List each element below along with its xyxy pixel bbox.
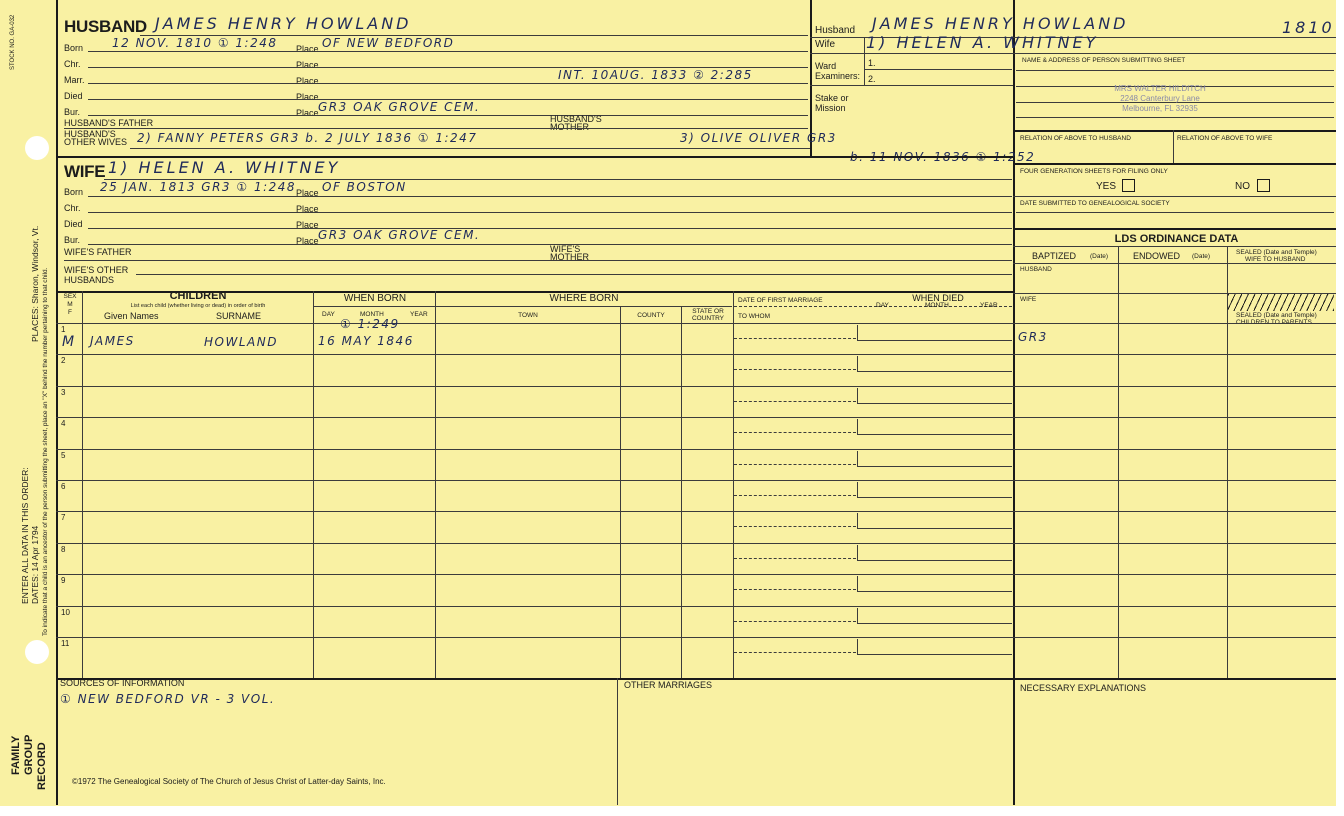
yes-checkbox[interactable] xyxy=(1122,179,1135,192)
child-number: 2 xyxy=(61,356,66,366)
table-row[interactable] xyxy=(83,544,312,573)
line xyxy=(857,419,858,434)
line xyxy=(857,325,858,340)
ward-label: Ward xyxy=(815,61,837,71)
husband-marriage[interactable]: INT. 10AUG. 1833 ② 2:285 xyxy=(558,68,753,82)
child-number: 9 xyxy=(61,576,66,586)
born-label: Born xyxy=(64,43,84,53)
line xyxy=(88,212,1012,213)
child-number: 5 xyxy=(61,450,66,460)
lds-title: LDS ORDINANCE DATA xyxy=(1114,233,1239,245)
first-marriage-header: DATE OF FIRST MARRIAGE xyxy=(738,297,823,304)
wd-year-header: YEAR xyxy=(980,302,998,309)
other-wife-olive[interactable]: 3) OLIVE OLIVER GR3 xyxy=(680,131,837,145)
line xyxy=(857,434,1012,435)
wd-month-header: MONTH xyxy=(925,302,949,309)
ancestor-note: To indicate that a child is an ancestor of the person submitting the sheet, place an "X" behind the number pertaining to that child. xyxy=(42,267,49,636)
line xyxy=(130,148,810,149)
line xyxy=(64,128,808,129)
line xyxy=(857,340,1012,341)
line xyxy=(857,528,1012,529)
wife-heading: WIFE xyxy=(64,162,106,181)
child-number: 10 xyxy=(61,607,70,617)
line xyxy=(864,69,1012,70)
line xyxy=(1227,246,1228,678)
line xyxy=(681,306,682,678)
dashed-line xyxy=(734,589,856,590)
other-wife-fanny[interactable]: 2) FANNY PETERS GR3 b. 2 JULY 1836 ① 1:247 xyxy=(137,131,478,145)
endowed-header: ENDOWED xyxy=(1133,251,1180,261)
sealed-children-header: SEALED (Date and Temple) xyxy=(1236,312,1317,319)
table-row[interactable] xyxy=(83,575,312,604)
husband-name[interactable]: JAMES HENRY HOWLAND xyxy=(155,14,412,33)
child1-baptized[interactable]: GR3 xyxy=(1018,330,1048,344)
tr-year[interactable]: 1810 xyxy=(1282,18,1335,37)
four-gen-label: FOUR GENERATION SHEETS FOR FILING ONLY xyxy=(1020,168,1168,175)
wife-born[interactable]: 25 JAN. 1813 GR3 ① 1:248 xyxy=(100,180,297,194)
punch-hole xyxy=(25,136,49,160)
stake-label: Mission xyxy=(815,103,846,113)
examiners-label: Examiners: xyxy=(815,71,861,81)
relation-husband-label: RELATION OF ABOVE TO HUSBAND xyxy=(1020,135,1131,142)
table-row[interactable] xyxy=(83,450,312,479)
line xyxy=(810,53,1336,54)
relation-wife-label: RELATION OF ABOVE TO WIFE xyxy=(1177,135,1273,142)
place-label: Place xyxy=(296,108,319,118)
line xyxy=(857,466,1012,467)
no-checkbox[interactable] xyxy=(1257,179,1270,192)
husbands-father-label: HUSBAND'S FATHER xyxy=(64,118,154,128)
line xyxy=(1013,246,1336,247)
line xyxy=(88,51,808,52)
child-born[interactable]: 16 MAY 1846 xyxy=(318,334,414,348)
line xyxy=(857,576,858,591)
section-divider xyxy=(1013,163,1336,165)
surname-header: SURNAME xyxy=(216,311,262,321)
wd-day-header: DAY xyxy=(876,302,889,309)
bur-label: Bur. xyxy=(64,107,81,117)
place-label: Place xyxy=(296,60,319,70)
wifes-other-husbands-label: WIFE'S OTHER xyxy=(64,265,129,275)
line xyxy=(88,115,808,116)
bur-label: Bur. xyxy=(64,235,81,245)
line xyxy=(1013,196,1336,197)
sex-header: M xyxy=(67,301,73,308)
places-note: PLACES: Sharon, Windsor, Vt. xyxy=(30,225,40,342)
line xyxy=(88,228,1012,229)
place-label: Place xyxy=(296,92,319,102)
dashed-line xyxy=(734,652,856,653)
wifes-other-husbands-label: HUSBANDS xyxy=(64,275,115,285)
child-number: 3 xyxy=(61,387,66,397)
line xyxy=(857,591,1012,592)
other-wives-label: OTHER WIVES xyxy=(64,137,128,147)
line xyxy=(857,451,858,466)
wife-burial[interactable]: GR3 OAK GROVE CEM. xyxy=(318,228,481,242)
order-note: ENTER ALL DATA IN THIS ORDER: xyxy=(20,467,30,604)
line xyxy=(1016,70,1334,71)
place-label: Place xyxy=(296,188,319,198)
lds-wife: WIFE xyxy=(1020,296,1037,303)
sources-text[interactable]: ① NEW BEDFORD VR - 3 VOL. xyxy=(60,692,276,706)
lds-husband: HUSBAND xyxy=(1020,266,1052,273)
tr-husband-name[interactable]: JAMES HENRY HOWLAND xyxy=(872,14,1129,33)
line xyxy=(64,260,1012,261)
wifes-father-label: WIFE'S FATHER xyxy=(64,247,132,257)
dashed-line xyxy=(734,306,1012,307)
to-whom-header: TO WHOM xyxy=(738,313,771,320)
line xyxy=(810,85,1013,86)
title-family: FAMILY xyxy=(10,735,22,775)
submitter-stamp xyxy=(1090,84,1230,114)
line xyxy=(435,291,436,678)
month-header: MONTH xyxy=(360,311,384,318)
child-surname[interactable]: HOWLAND xyxy=(204,335,278,349)
child-ref[interactable]: ① 1:249 xyxy=(340,317,400,331)
sealed-children-header: CHILDREN TO PARENTS xyxy=(1236,319,1312,326)
no-label: NO xyxy=(1235,181,1250,192)
table-row[interactable] xyxy=(83,481,312,510)
child-number: 1 xyxy=(61,325,66,334)
section-divider xyxy=(1013,130,1336,132)
date-note: (Date) xyxy=(1192,253,1211,260)
child-number: 7 xyxy=(61,513,66,523)
county-header: COUNTY xyxy=(637,312,665,319)
line xyxy=(857,482,858,497)
table-row[interactable] xyxy=(83,512,312,541)
husband-heading: HUSBAND xyxy=(64,17,147,36)
line xyxy=(857,545,858,560)
wife-born-place[interactable]: OF BOSTON xyxy=(322,180,407,194)
stamp-line: MRS WALTER HILDITCH xyxy=(1114,84,1206,93)
copyright: ©1972 The Genealogical Society of The Church of Jesus Christ of Latter-day Saints, Inc. xyxy=(72,777,386,786)
yes-label: YES xyxy=(1096,181,1117,192)
section-divider xyxy=(1013,228,1336,230)
given-names-header: Given Names xyxy=(104,311,159,321)
examiner-2: 2. xyxy=(868,74,876,84)
year-header: YEAR xyxy=(410,311,428,318)
wifes-mother-label: WIFE'S xyxy=(550,244,581,254)
died-label: Died xyxy=(64,219,83,229)
line xyxy=(857,608,858,623)
line xyxy=(857,403,1012,404)
other-wife-olive-birth[interactable]: b. 11 NOV. 1836 ① 1:252 xyxy=(850,150,1036,164)
line xyxy=(857,560,1012,561)
table-row[interactable] xyxy=(83,418,312,447)
dashed-line xyxy=(734,401,856,402)
child-sex[interactable]: M xyxy=(62,334,76,350)
baptized-header: BAPTIZED xyxy=(1032,251,1077,261)
state-header: STATE OR xyxy=(692,308,724,315)
line xyxy=(88,196,1012,197)
line xyxy=(857,388,858,403)
dashed-line xyxy=(734,495,856,496)
line xyxy=(314,306,436,307)
line xyxy=(864,37,865,53)
died-label: Died xyxy=(64,91,83,101)
marr-label: Marr. xyxy=(64,75,85,85)
chr-label: Chr. xyxy=(64,203,81,213)
dashed-line xyxy=(734,464,856,465)
examiner-1: 1. xyxy=(868,58,876,68)
dashed-line xyxy=(734,432,856,433)
day-header: DAY xyxy=(322,311,335,318)
tr-husband-label: Husband xyxy=(815,25,856,36)
line xyxy=(857,623,1012,624)
place-label: Place xyxy=(296,44,319,54)
children-note: List each child (whether living or dead) in order of birth xyxy=(130,303,266,309)
line xyxy=(313,291,314,678)
line xyxy=(857,513,858,528)
children-header: CHILDREN xyxy=(169,290,227,302)
state-header: COUNTRY xyxy=(691,315,725,322)
place-label: Place xyxy=(296,204,319,214)
line xyxy=(1013,263,1336,264)
hatched-box xyxy=(1228,294,1334,311)
other-marriages-label: OTHER MARRIAGES xyxy=(624,680,713,690)
place-label: Place xyxy=(296,236,319,246)
punch-hole xyxy=(25,640,49,664)
submitter-label: NAME & ADDRESS OF PERSON SUBMITTING SHEET xyxy=(1022,57,1186,64)
line xyxy=(857,654,1012,655)
line xyxy=(1016,117,1334,118)
child-number: 8 xyxy=(61,544,66,554)
dates-note: DATES: 14 Apr 1794 xyxy=(30,525,40,604)
necessary-explanations-label: NECESSARY EXPLANATIONS xyxy=(1020,683,1147,693)
dashed-line xyxy=(734,558,856,559)
town-header: TOWN xyxy=(518,312,538,319)
sources-label: SOURCES OF INFORMATION xyxy=(60,678,185,688)
husband-born-place[interactable]: OF NEW BEDFORD xyxy=(322,36,455,50)
section-divider xyxy=(1013,678,1336,680)
husbands-mother-label: HUSBAND'S xyxy=(550,114,602,124)
chr-label: Chr. xyxy=(64,59,81,69)
line xyxy=(617,678,618,805)
frame-left xyxy=(56,0,58,805)
stamp-line: Melbourne, FL 32935 xyxy=(1122,104,1198,113)
table-row[interactable] xyxy=(83,355,312,384)
where-born-header: WHERE BORN xyxy=(549,293,619,304)
table-row[interactable] xyxy=(83,387,312,416)
sex-header: F xyxy=(68,309,72,316)
date-submitted-label: DATE SUBMITTED TO GENEALOGICAL SOCIETY xyxy=(1020,200,1170,207)
page-margin-right xyxy=(1336,0,1344,816)
line xyxy=(857,639,858,654)
stamp-line: 2248 Canterbury Lane xyxy=(1120,94,1200,103)
frame-divider-right xyxy=(1013,0,1015,805)
line xyxy=(857,356,858,371)
sealed-header: WIFE TO HUSBAND xyxy=(1245,256,1306,263)
born-label: Born xyxy=(64,187,84,197)
when-born-header: WHEN BORN xyxy=(343,293,407,304)
line xyxy=(857,371,1012,372)
husbands-mother-label: MOTHER xyxy=(550,122,589,132)
dashed-line xyxy=(734,369,856,370)
table-row[interactable] xyxy=(83,607,312,636)
line xyxy=(620,306,621,678)
title-record: RECORD xyxy=(36,742,48,790)
dashed-line xyxy=(734,338,856,339)
husband-born[interactable]: 12 NOV. 1810 ① 1:248 xyxy=(112,36,278,50)
place-label: Place xyxy=(296,76,319,86)
when-died-header: WHEN DIED xyxy=(912,293,964,303)
title-group: GROUP xyxy=(23,734,35,775)
wife-name[interactable]: 1) HELEN A. WHITNEY xyxy=(108,158,341,177)
table-row[interactable] xyxy=(83,638,312,667)
dashed-line xyxy=(734,621,856,622)
sex-header: SEX xyxy=(63,293,77,300)
line xyxy=(436,306,732,307)
child-number: 6 xyxy=(61,482,66,491)
child-given-name[interactable]: JAMES xyxy=(90,334,135,348)
child-number: 4 xyxy=(61,419,66,429)
tr-wife-label: Wife xyxy=(815,39,835,50)
stake-label: Stake or xyxy=(815,93,849,103)
sealed-header: SEALED (Date and Temple) xyxy=(1236,249,1317,256)
wifes-mother-label: MOTHER xyxy=(550,252,589,262)
date-note: (Date) xyxy=(1090,253,1109,260)
other-wives-label: HUSBAND'S xyxy=(64,129,116,139)
line xyxy=(136,274,1012,275)
line xyxy=(88,83,808,84)
line xyxy=(1016,212,1334,213)
line xyxy=(857,497,1012,498)
stock-number: STOCK NO. GA-032 xyxy=(10,14,16,70)
line xyxy=(1118,246,1119,678)
tr-wife-name[interactable]: 1) HELEN A. WHITNEY xyxy=(866,33,1099,52)
husband-burial[interactable]: GR3 OAK GROVE CEM. xyxy=(318,100,481,114)
line xyxy=(1173,130,1174,164)
place-label: Place xyxy=(296,220,319,230)
dashed-line xyxy=(734,526,856,527)
page-margin-bottom xyxy=(0,806,1344,816)
child-number: 11 xyxy=(61,639,70,648)
